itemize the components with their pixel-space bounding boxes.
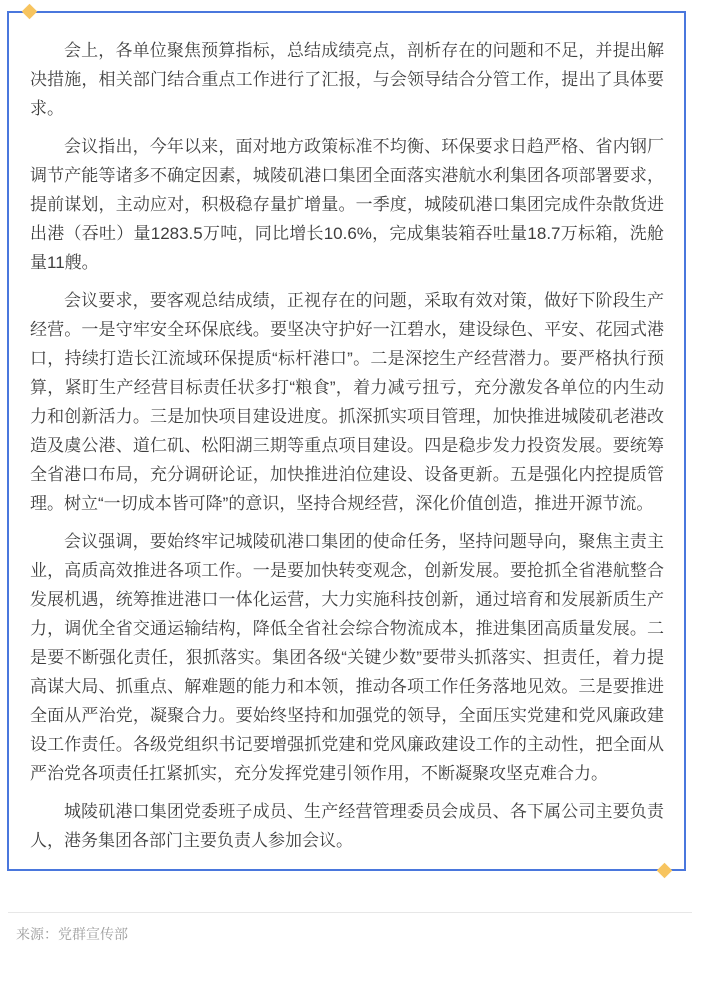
footer-divider	[8, 912, 692, 913]
article-paragraph-pointed-out: 会议指出，今年以来，面对地方政策标准不均衡、环保要求日趋严格、省内钢厂调节产能等诸多不确定因素，城陵矶港口集团全面落实港航水利集团各项部署要求，提前谋划，主动应对，积极稳存量扩增量。一季度，城陵矶港口集团完成件杂散货进出港（吞吐）量1283.5万吨，同比增长10.6%，完成集装箱吞吐量18.7万标箱，洗舱量11艘。	[30, 137, 664, 272]
article-paragraph-requirements: 会议要求，要客观总结成绩，正视存在的问题，采取有效对策，做好下阶段生产经营。一是守牢安全环保底线。要坚决守护好一江碧水，建设绿色、平安、花园式港口，持续打造长江流域环保提质“标杆港口”。二是深挖生产经营潜力。要严格执行预算，紧盯生产经营目标责任状多打“粮食”，着力减亏扭亏，充分激发各单位的内生动力和创新活力。三是加快项目建设进度。抓深抓实项目管理，加快推进城陵矶老港改造及虞公港、道仁矶、松阳湖三期等重点项目建设。四是稳步发力投资发展。要统筹全省港口布局，充分调研论证，加快推进泊位建设、设备更新。五是强化内控提质管理。树立“一切成本皆可降”的意识，坚持合规经营，深化价值创造，推进开源节流。	[30, 291, 664, 513]
article-paragraph-attendees: 城陵矶港口集团党委班子成员、生产经营管理委员会成员、各下属公司主要负责人，港务集团各部门主要负责人参加会议。	[30, 802, 664, 850]
diamond-ornament-icon-top	[22, 4, 38, 20]
diamond-ornament-icon-bottom	[657, 863, 673, 879]
source-label: 来源：党群宣传部	[16, 926, 128, 942]
article-paragraph-emphasis: 会议强调，要始终牢记城陵矶港口集团的使命任务，坚持问题导向，聚焦主责主业，高质高效推进各项工作。一是要加快转变观念，创新发展。要抢抓全省港航整合发展机遇，统筹推进港口一体化运营，大力实施科技创新，通过培育和发展新质生产力，调优全省交通运输结构，降低全省社会综合物流成本，推进集团高质量发展。二是要不断强化责任，狠抓落实。集团各级“关键少数”要带头抓落实、担责任，着力提高谋大局、抓重点、解难题的能力和本领，推动各项工作任务落地见效。三是要推进全面从严治党，凝聚合力。要始终坚持和加强党的领导，全面压实党建和党风廉政建设工作责任。各级党组织书记要增强抓党建和党风廉政建设工作的主动性，把全面从严治党各项责任扛紧抓实，充分发挥党建引领作用，不断凝聚攻坚克难合力。	[30, 532, 664, 783]
article-paragraph-summary: 会上，各单位聚焦预算指标，总结成绩亮点，剖析存在的问题和不足，并提出解决措施，相关部门结合重点工作进行了汇报，与会领导结合分管工作，提出了具体要求。	[30, 41, 664, 118]
article-border-box	[7, 11, 686, 871]
